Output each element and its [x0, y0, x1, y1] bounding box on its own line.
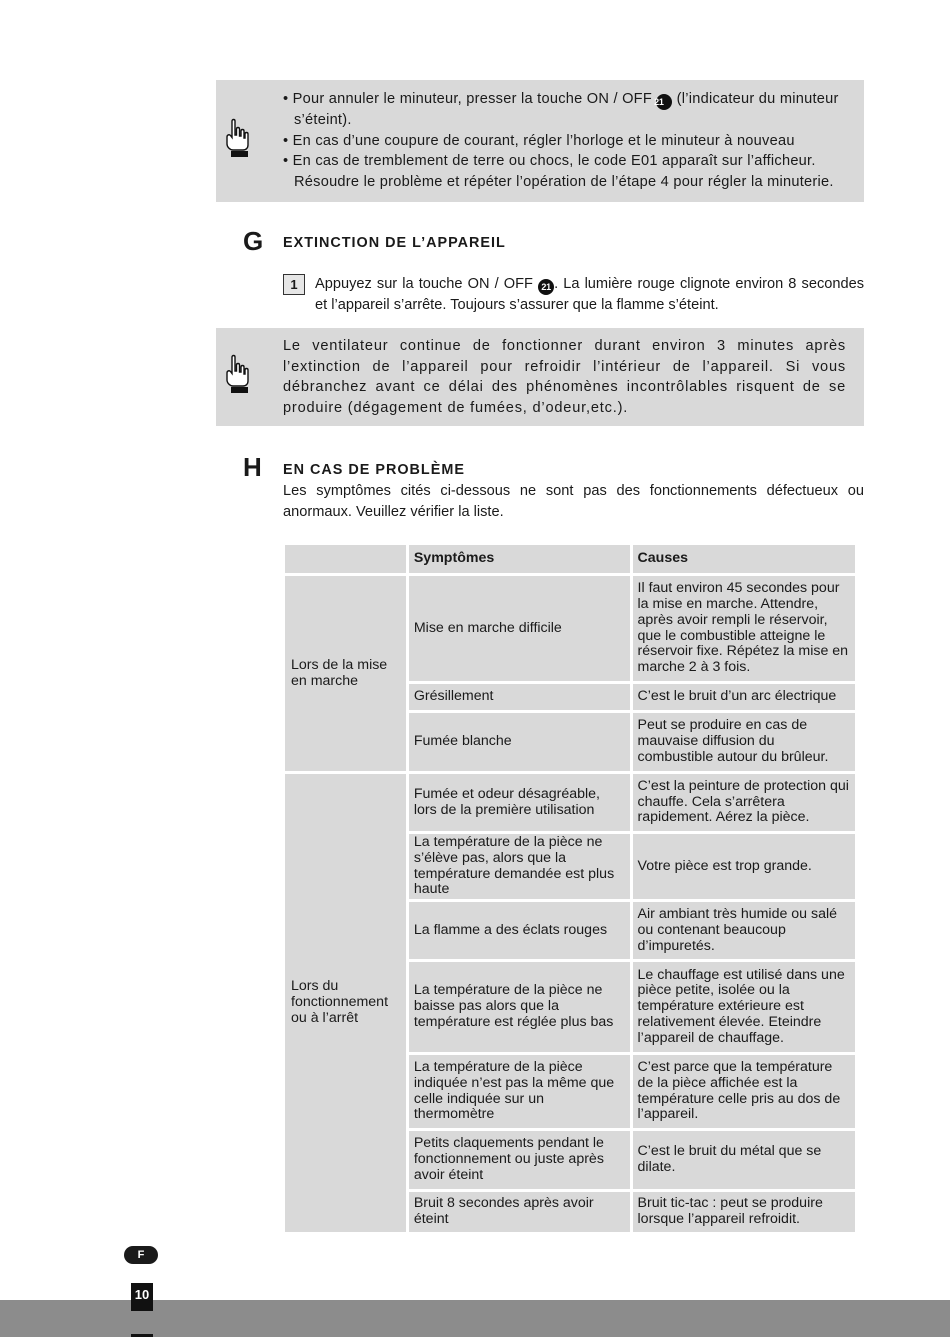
note-text	[283, 89, 846, 192]
symptom-cell: La flamme a des éclats rouges	[409, 902, 630, 959]
symptom-cell: Grésillement	[409, 684, 630, 710]
cause-cell: C’est parce que la température de la pièce affichée est la température celle pris au dos de l’appareil.	[633, 1055, 855, 1128]
cause-cell: C’est la peinture de protection qui chauffe. Cela s’arrêtera rapidement. Aérez la pièce.	[633, 774, 855, 831]
cause-cell: Le chauffage est utilisé dans une pièce petite, isolée ou la température extérieure est relativement élevée. Eteindre l’appareil de chauffage.	[633, 962, 855, 1052]
section-intro: Les symptômes cités ci-dessous ne sont pas des fonctionnements défectueux ou anormaux. Veuillez vérifier la liste.	[283, 483, 864, 520]
symptom-cell: Petits claquements pendant le fonctionnement ou juste après avoir éteint	[409, 1131, 630, 1189]
reference-number-badge: 21	[656, 94, 672, 110]
note-box-timer	[216, 80, 864, 202]
cause-cell: Air ambiant très humide ou salé ou contenant beaucoup d’impuretés.	[633, 902, 855, 959]
step-text: Appuyez sur la touche ON / OFF 21 . La lumière rouge clignote environ 8 secondes et l’appareil s’arrête. Toujours s’assurer que la flamme s’éteint.	[315, 276, 864, 313]
symptom-cell: Bruit 8 secondes après avoir éteint	[409, 1192, 630, 1232]
note-text: Le ventilateur continue de fonctionner durant environ 3 minutes après l’extinction de l’appareil pour refroidir l’intérieur de l’appareil. Si vous débranchez avant ce délai des phénomènes incontrôlables risquent de se produire (dégagement de fumées, d’odeur,etc.).	[283, 338, 846, 416]
table-header-cell	[285, 545, 406, 573]
section-title-h: EN CAS DE PROBLÈME	[283, 462, 465, 478]
pointing-hand-icon	[222, 118, 250, 158]
context-cell: Lors du fonctionnement ou à l’arrêt	[285, 774, 406, 1232]
page-number: 10	[131, 1283, 153, 1311]
troubleshooting-table	[282, 542, 858, 1235]
symptom-cell: La température de la pièce indiquée n’est pas la même que celle indiquée sur un thermomètre	[409, 1055, 630, 1128]
section-letter-g: G	[243, 226, 264, 256]
symptom-cell: La température de la pièce ne baisse pas alors que la température est réglée plus bas	[409, 962, 630, 1052]
reference-number-badge: 21	[538, 279, 554, 295]
step-number: 1	[283, 274, 305, 295]
note-bullet: • En cas de tremblement de terre ou chocs, le code E01 apparaît sur l’afficheur. Résoudre le problème et répéter l’opération de l’étape 4 pour régler la minuterie.	[283, 153, 834, 190]
table-header-symptoms: Symptômes	[409, 545, 630, 573]
note-box-fan	[216, 328, 864, 426]
table-row	[285, 774, 855, 831]
language-badge: F	[124, 1246, 158, 1264]
section-title-g: EXTINCTION DE L’APPAREIL	[283, 235, 506, 251]
symptom-cell: Fumée et odeur désagréable, lors de la première utilisation	[409, 774, 630, 831]
table-header-row	[285, 545, 855, 573]
context-cell: Lors de la mise en marche	[285, 576, 406, 771]
note-bullet: • Pour annuler le minuteur, presser la touche ON / OFF 21 (l’indicateur du minuteur s’éteint).	[283, 91, 839, 128]
section-letter-h: H	[243, 452, 262, 482]
symptom-cell: Mise en marche difficile	[409, 576, 630, 681]
cause-cell: Bruit tic-tac : peut se produire lorsque l’appareil refroidit.	[633, 1192, 855, 1232]
symptom-cell: La température de la pièce ne s’élève pas, alors que la température demandée est plus haute	[409, 834, 630, 899]
note-bullet: • En cas d’une coupure de courant, régler l’horloge et le minuteur à nouveau	[283, 132, 795, 149]
table-row	[285, 576, 855, 681]
cause-cell: Peut se produire en cas de mauvaise diffusion du combustible autour du brûleur.	[633, 713, 855, 771]
cause-cell: Votre pièce est trop grande.	[633, 834, 855, 899]
pointing-hand-icon	[222, 354, 250, 394]
table-header-causes: Causes	[633, 545, 855, 573]
cause-cell: C’est le bruit du métal que se dilate.	[633, 1131, 855, 1189]
cause-cell: C’est le bruit d’un arc électrique	[633, 684, 855, 710]
symptom-cell: Fumée blanche	[409, 713, 630, 771]
cause-cell: Il faut environ 45 secondes pour la mise en marche. Attendre, après avoir rempli le réservoir, que le combustible atteigne le réservoir fixe. Répétez la mise en marche 2 à 3 fois.	[633, 576, 855, 681]
